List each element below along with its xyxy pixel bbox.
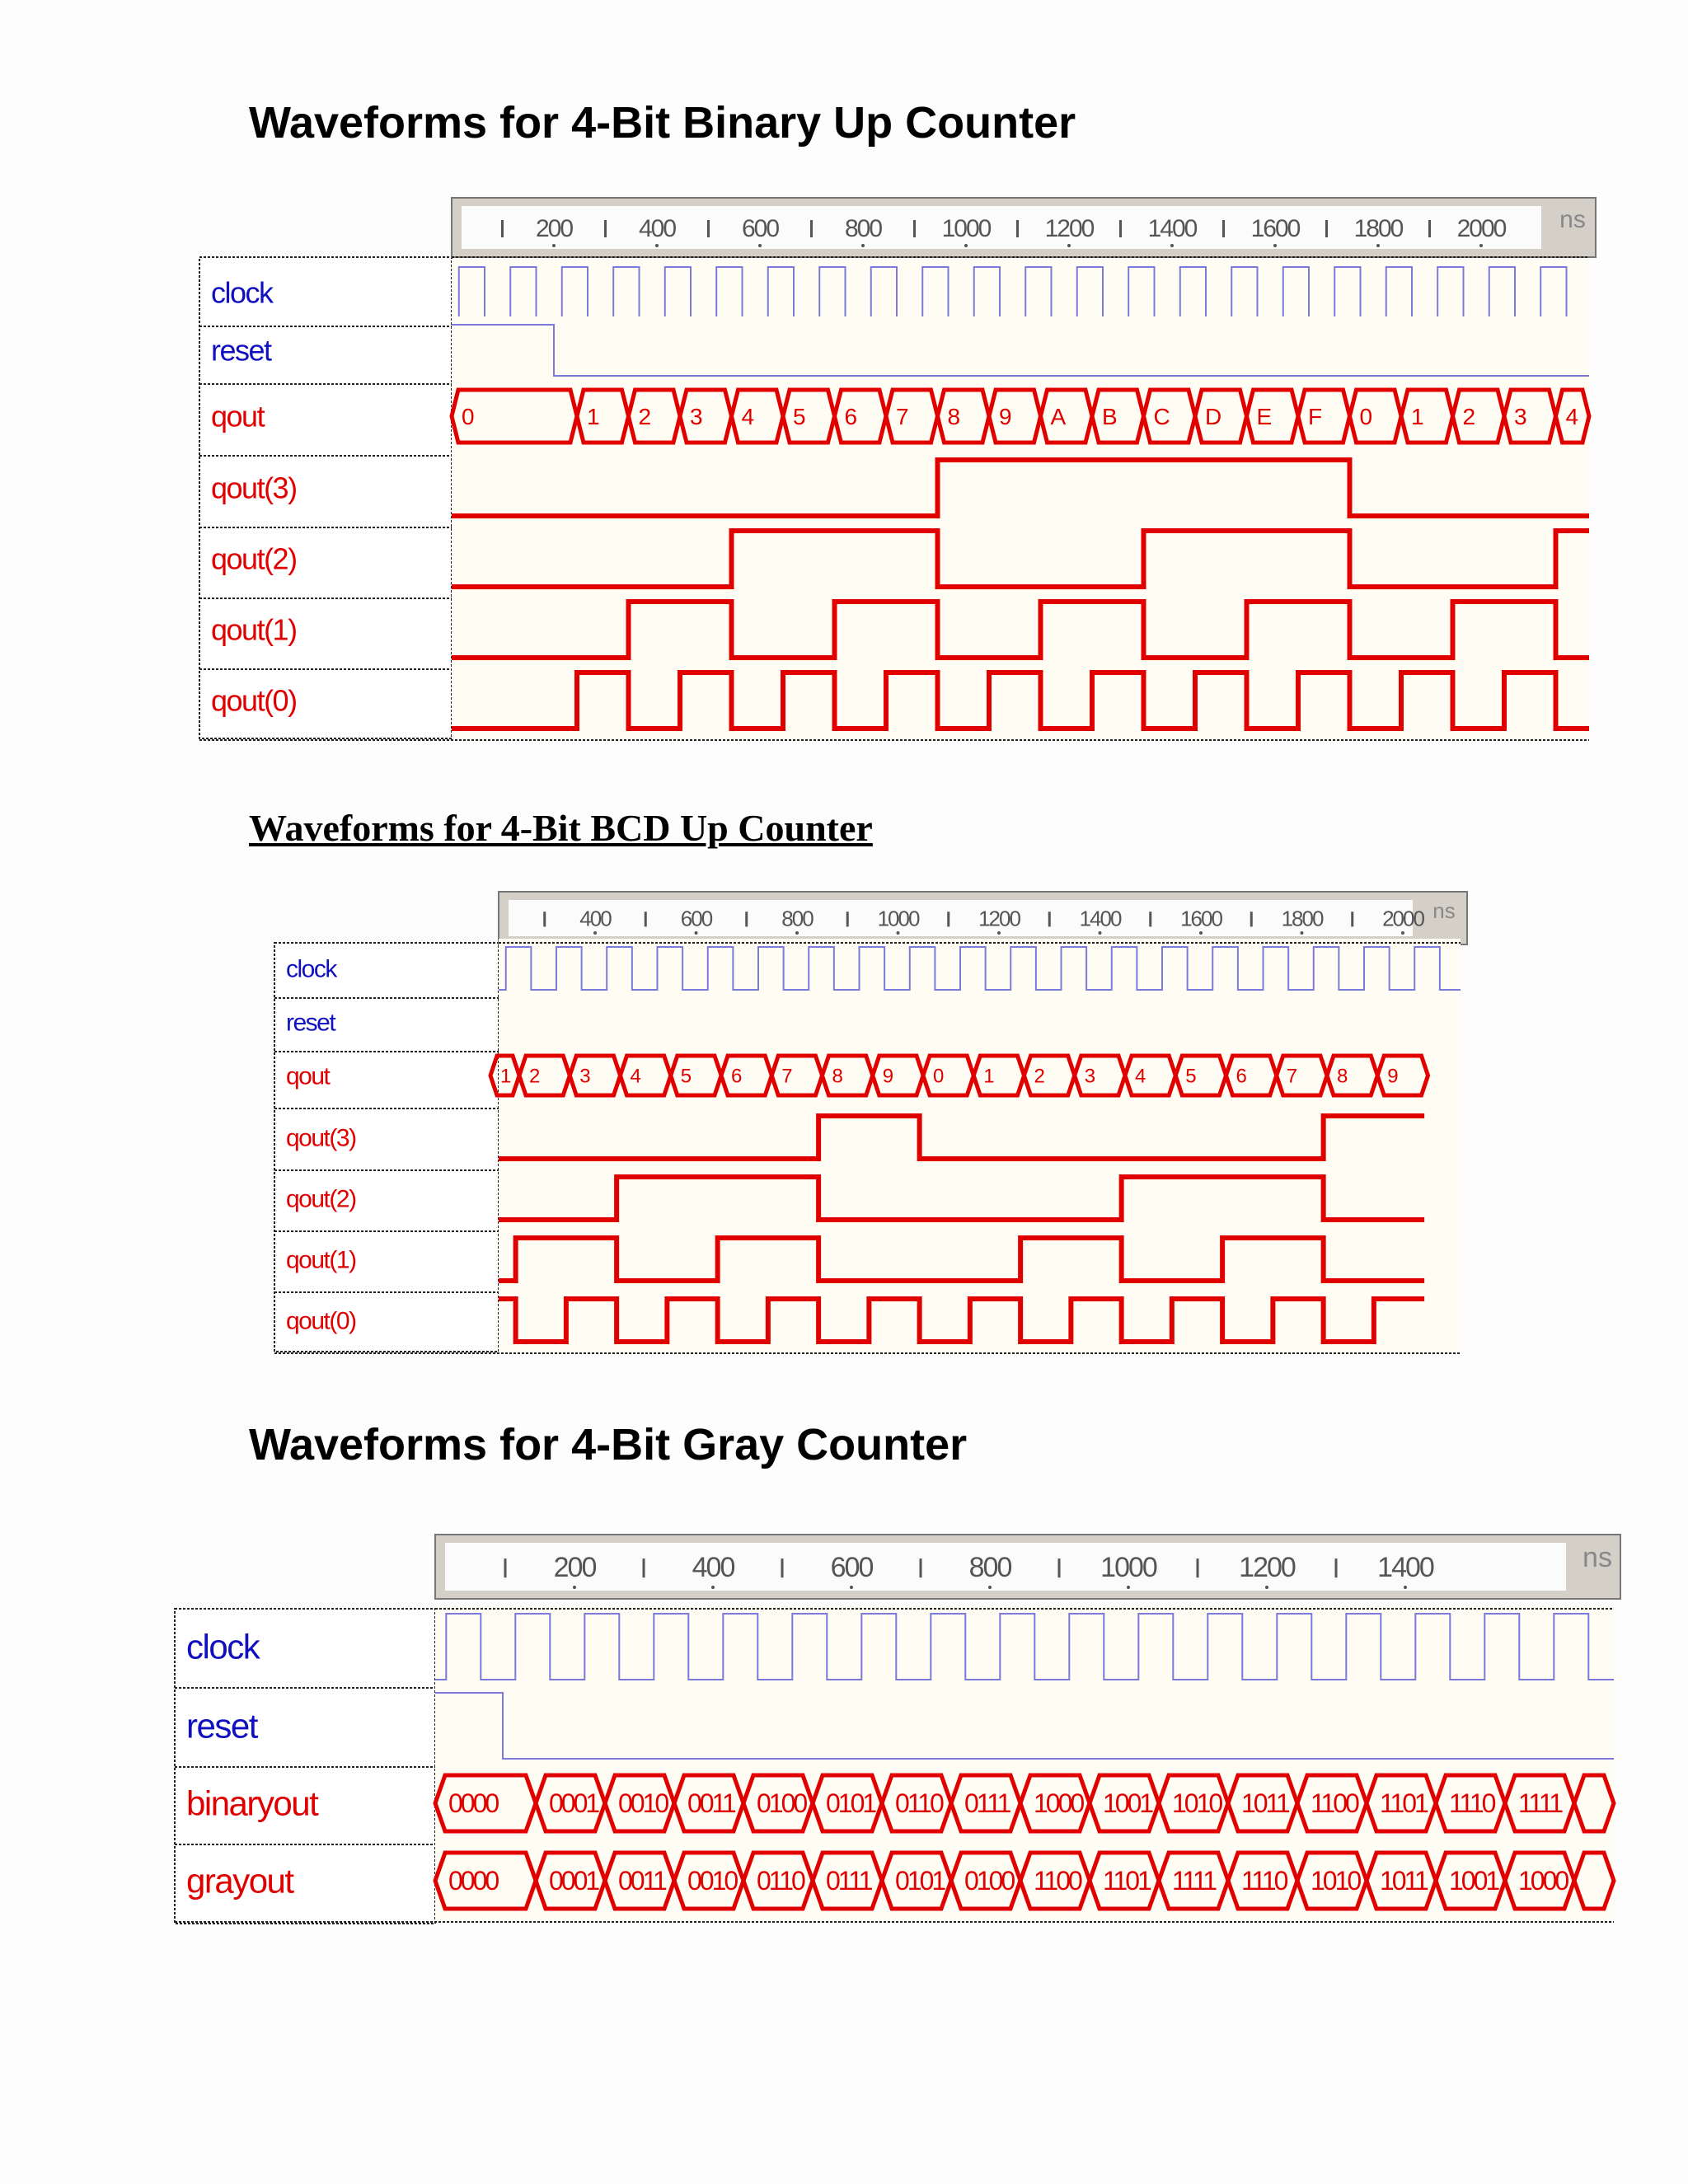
ruler-tick-label: 400 (692, 1551, 734, 1583)
wave-row-background (435, 1685, 1614, 1767)
bus-value-label: 8 (1337, 1065, 1348, 1088)
bus-value-label: F (1308, 403, 1323, 429)
bus-value-label: 7 (1286, 1065, 1298, 1088)
signal-name-clock: clock (286, 955, 336, 983)
bus-value-label: 1 (587, 403, 600, 429)
bus-value-label: 5 (1185, 1065, 1197, 1088)
ruler-unit-label: ns (1432, 898, 1456, 923)
panel-3-title: Waveforms for 4-Bit Gray Counter (249, 1420, 968, 1469)
bus-value-label: 2 (1034, 1065, 1045, 1088)
ruler-tick-label: 400 (579, 906, 611, 931)
bus-value-label: 6 (1236, 1065, 1247, 1088)
bus-value-label: 0011 (618, 1866, 665, 1896)
ruler-unit-label: ns (1582, 1542, 1612, 1573)
bus-value-label: 3 (690, 403, 703, 429)
bus-value-label: 6 (731, 1065, 743, 1088)
signal-name-binaryout: binaryout (186, 1783, 318, 1823)
bus-value-label: 0100 (964, 1866, 1014, 1896)
panel-1-title: Waveforms for 4-Bit Binary Up Counter (249, 98, 1076, 148)
ruler-tick-label: 600 (741, 214, 779, 242)
bus-value-label: 7 (781, 1065, 793, 1088)
bus-value-label: 2 (638, 403, 652, 429)
signal-name-qout: qout (211, 399, 265, 434)
signal-name-qout(0): qout(0) (286, 1307, 356, 1335)
bus-value-label: 0101 (826, 1788, 875, 1819)
ruler-tick-label: 1400 (1147, 214, 1197, 242)
signal-name-qout(0): qout(0) (211, 683, 297, 718)
ruler-unit-label: ns (1559, 206, 1586, 233)
bus-value-label: 1011 (1380, 1866, 1427, 1896)
bus-value-label: 3 (579, 1065, 591, 1088)
ruler-major-dot (988, 1586, 992, 1589)
ruler-tick-label: 1400 (1079, 906, 1121, 931)
signal-name-clock: clock (186, 1627, 260, 1666)
ruler-tick-label: 600 (830, 1551, 873, 1583)
bus-value-label: 5 (793, 403, 806, 429)
ruler-tick-label: 800 (968, 1551, 1011, 1583)
signal-name-grayout: grayout (186, 1861, 293, 1900)
ruler-tick-label: 2000 (1456, 214, 1506, 242)
bus-value-label: 5 (680, 1065, 692, 1088)
bus-value-label: 1010 (1311, 1866, 1360, 1896)
bus-value-label: 0110 (757, 1866, 804, 1896)
signal-name-qout(1): qout(1) (286, 1246, 356, 1274)
signal-name-qout(3): qout(3) (211, 471, 297, 505)
signal-name-clock: clock (211, 275, 273, 310)
bus-value-label: 0010 (687, 1866, 737, 1896)
ruler-major-dot (1265, 1586, 1268, 1589)
ruler-tick-label: 1200 (1239, 1551, 1295, 1583)
bus-value-label: 4 (1565, 403, 1579, 429)
signal-name-reset: reset (211, 333, 271, 368)
ruler-tick-label: 600 (680, 906, 712, 931)
bus-value-label: 4 (630, 1065, 641, 1088)
ruler-major-dot (850, 1586, 853, 1589)
ruler-major-dot (1404, 1586, 1407, 1589)
bus-value-label: D (1205, 403, 1222, 429)
bus-value-label: 1100 (1311, 1788, 1357, 1819)
bus-value-label: 0110 (895, 1788, 942, 1819)
ruler-major-dot (711, 1586, 715, 1589)
bus-value-label: 1110 (1241, 1866, 1287, 1896)
bus-value-label: 9 (1387, 1065, 1399, 1088)
bus-value-label: 0000 (448, 1866, 498, 1896)
bus-value-label: 0 (933, 1065, 945, 1088)
bus-value-label: 1111 (1172, 1866, 1216, 1896)
signal-name-qout: qout (286, 1062, 330, 1090)
bus-value-label: 0100 (757, 1788, 806, 1819)
bus-value-label: 0 (1359, 403, 1373, 429)
ruler-tick-label: 800 (844, 214, 882, 242)
bus-value-label: 1001 (1449, 1866, 1498, 1896)
ruler-tick-label: 200 (553, 1551, 596, 1583)
bus-value-label: 1011 (1241, 1788, 1288, 1819)
bus-value-label: C (1153, 403, 1170, 429)
bus-value-label: 1111 (1518, 1788, 1562, 1819)
bus-value-label: 9 (999, 403, 1012, 429)
ruler-tick-label: 1000 (941, 214, 991, 242)
bus-value-label: E (1256, 403, 1273, 429)
ruler-tick-label: 800 (781, 906, 813, 931)
bus-value-label: 1 (500, 1065, 512, 1088)
signal-name-qout(2): qout(2) (286, 1185, 356, 1213)
ruler-tick-label: 2000 (1382, 906, 1423, 931)
ruler-major-dot (573, 1586, 576, 1589)
bus-value-label: 0011 (687, 1788, 734, 1819)
bus-value-label: A (1050, 403, 1067, 429)
bus-value-label: 3 (1084, 1065, 1096, 1088)
ruler-tick-label: 1600 (1180, 906, 1221, 931)
bus-value-label: 4 (1135, 1065, 1146, 1088)
bus-value-label: 7 (896, 403, 909, 429)
bus-value-label: 0001 (549, 1788, 598, 1819)
bus-value-label: 0111 (964, 1788, 1010, 1819)
bus-value-label: 1000 (1034, 1788, 1083, 1819)
bus-value-label: 1001 (1103, 1788, 1152, 1819)
bus-value-label: 4 (741, 403, 755, 429)
ruler-tick-label: 400 (638, 214, 676, 242)
bus-value-label: 8 (947, 403, 961, 429)
bus-value-label: 2 (1462, 403, 1476, 429)
bus-value-label: 1010 (1172, 1788, 1221, 1819)
bus-value-label: 3 (1514, 403, 1527, 429)
bus-value-label: 1100 (1034, 1866, 1081, 1896)
bus-value-label: 1 (983, 1065, 995, 1088)
bus-value-label: 8 (832, 1065, 843, 1088)
bus-value-label: 9 (882, 1065, 894, 1088)
bus-value-label: 0 (462, 403, 475, 429)
signal-name-qout(1): qout(1) (211, 612, 297, 647)
ruler-tick-label: 1000 (877, 906, 919, 931)
ruler-tick-label: 1800 (1281, 906, 1323, 931)
ruler-tick-label: 1200 (978, 906, 1020, 931)
ruler-tick-label: 1400 (1377, 1551, 1433, 1583)
ruler-major-dot (1127, 1586, 1130, 1589)
wave-row-background (435, 1605, 1614, 1688)
bus-value-label: 1101 (1103, 1866, 1150, 1896)
ruler-tick-label: 1200 (1044, 214, 1094, 242)
bus-value-label: 1000 (1518, 1866, 1568, 1896)
bus-value-label: 0001 (549, 1866, 598, 1896)
signal-name-reset: reset (286, 1009, 335, 1037)
bus-value-label: 2 (529, 1065, 541, 1088)
bus-value-label: 1101 (1380, 1788, 1427, 1819)
bus-value-label: 1110 (1449, 1788, 1494, 1819)
bus-value-label: 0101 (895, 1866, 945, 1896)
signal-name-reset: reset (186, 1706, 257, 1746)
ruler-tick-label: 1000 (1100, 1551, 1156, 1583)
signal-name-qout(3): qout(3) (286, 1124, 356, 1152)
bus-value-label: 0111 (826, 1866, 871, 1896)
ruler-tick-label: 200 (535, 214, 573, 242)
panel-2-title: Waveforms for 4-Bit BCD Up Counter (249, 807, 873, 849)
bus-value-label: 6 (844, 403, 858, 429)
bus-value-label: 0010 (618, 1788, 668, 1819)
bus-value-label: B (1102, 403, 1118, 429)
ruler-tick-label: 1800 (1353, 214, 1403, 242)
signal-name-qout(2): qout(2) (211, 541, 297, 576)
bus-value-label: 0000 (448, 1788, 498, 1819)
ruler-tick-label: 1600 (1250, 214, 1300, 242)
bus-value-label: 1 (1411, 403, 1424, 429)
